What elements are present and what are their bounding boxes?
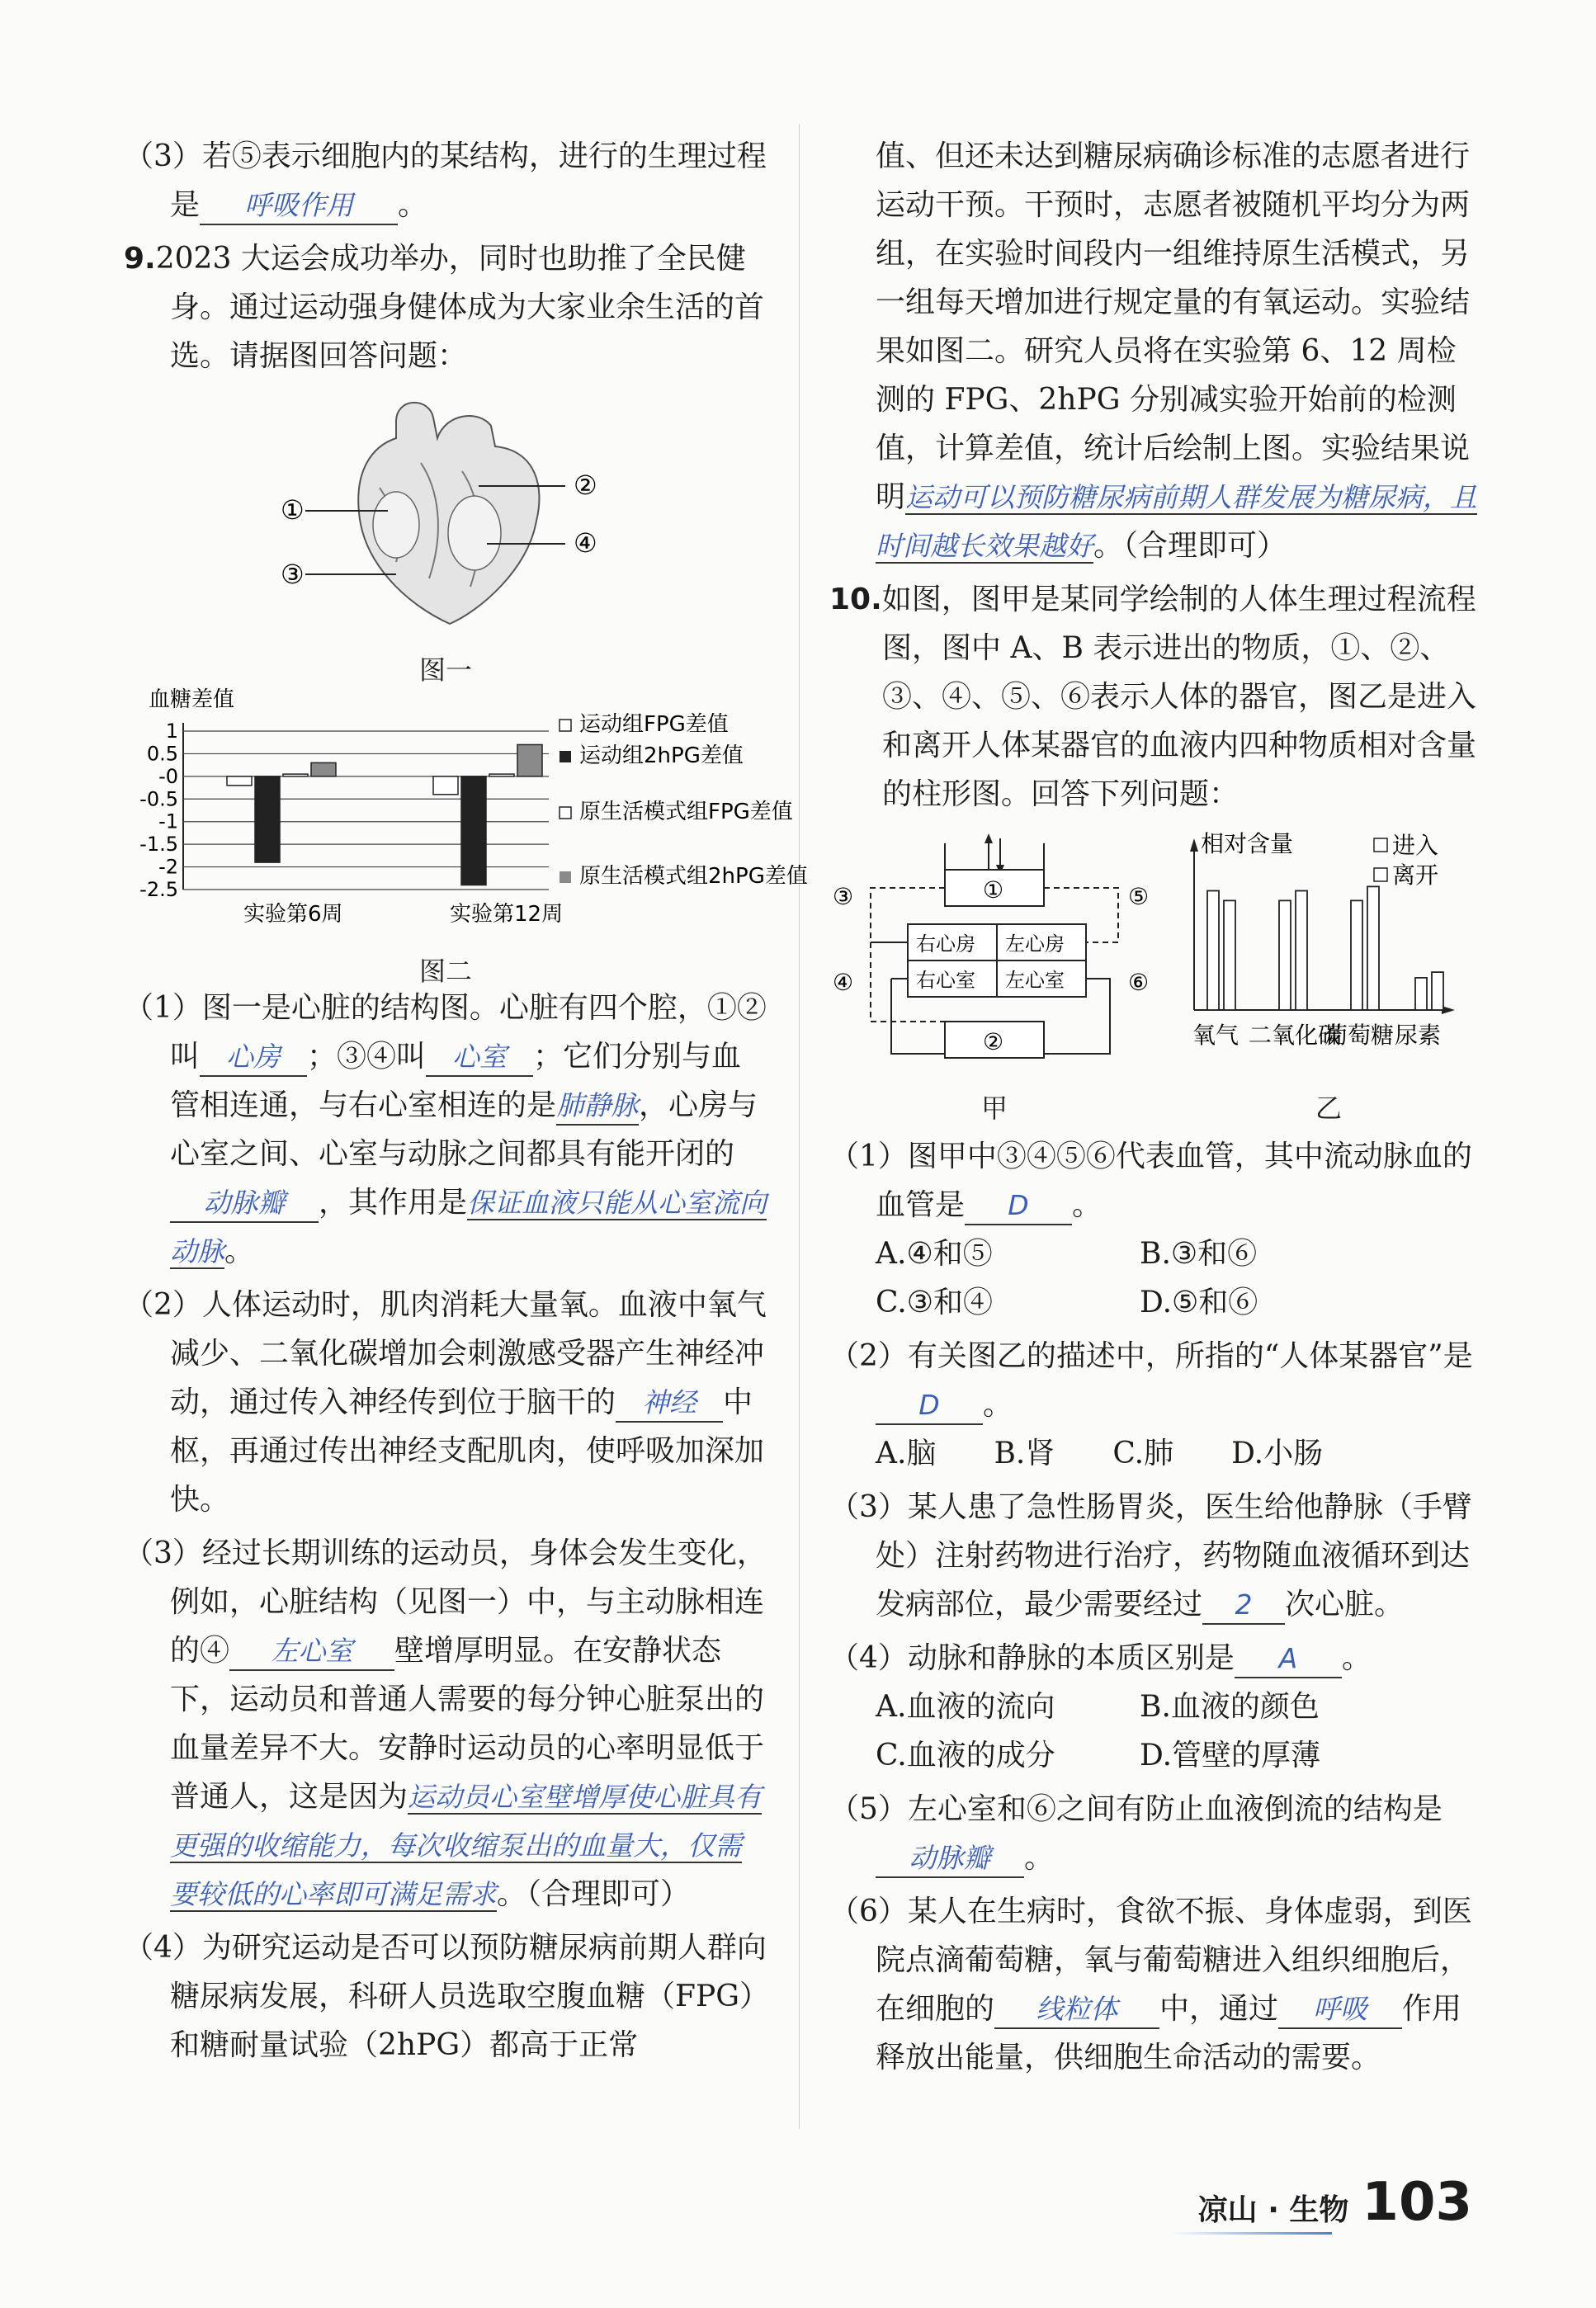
chart2-ytick: -0 [158, 764, 178, 788]
q10-1-options [829, 1230, 1481, 1327]
q10-part6: （6）某人在生病时，食欲不振、身体虚弱，到医院点滴葡萄糖，氧与葡萄糖进入组织细胞后，在细胞的 线粒体 中，通过 呼吸 作用释放出能量，供细胞生命活动的需要。 [829, 1895, 1472, 2074]
right-column [829, 132, 1481, 2082]
option: A.脑 [876, 1437, 937, 1470]
chart2-ytick: -1 [158, 809, 178, 833]
chartB-cat-1: 二氧化碳 [1249, 1022, 1342, 1049]
page-footer [1197, 2172, 1472, 2235]
answer-q9-2: 神经 [616, 1385, 723, 1423]
q10-part5: （5）左心室和⑥之间有防止血液倒流的结构是动脉瓣 。 [829, 1785, 1481, 1882]
q9-part4: （4）为研究运动是否可以预防糖尿病前期人群向糖尿病发展，科研人员选取空腹血糖（FPG）和糖耐量试验（2hPG）都高于正常 [124, 1931, 767, 2062]
option: D.小肠 [1231, 1437, 1324, 1470]
chartB-bar-1-0 [1224, 900, 1235, 1010]
chartB-bar-1-2 [1367, 886, 1379, 1010]
chartB-bar-0-1 [1279, 900, 1291, 1010]
chart2-ytick: -0.5 [139, 787, 178, 811]
chart2-ytick: 0.5 [146, 742, 178, 766]
legend-3: 原生活模式组2hPG差值 [579, 864, 808, 889]
figure-jia [829, 827, 1159, 1127]
chart2-bar-3-0 [311, 762, 336, 776]
answer-q10-5: 动脉瓣 [876, 1840, 1024, 1878]
option: B.血液的颜色 [1140, 1690, 1320, 1724]
q10-part3: （3）某人患了急性肠胃炎，医生给他静脉（手臂处）注射药物进行治疗，药物随血液循环到达发病部位，最少需要经过 2 次心脏。 [829, 1483, 1481, 1629]
answer-q9-1d: 动脉瓣 [170, 1185, 319, 1223]
chart2-bar-0-0 [227, 776, 252, 786]
option: C.血液的成分 [876, 1739, 1055, 1772]
chartB-bar-0-3 [1415, 978, 1427, 1010]
option: A.血液的流向 [876, 1690, 1055, 1724]
figure-heart [272, 389, 619, 686]
organ-2-label: ② [983, 1028, 1004, 1055]
fig1-label-3: ③ [281, 559, 305, 590]
left-column [124, 132, 808, 2070]
figure-yi [1176, 827, 1481, 1127]
chartB-cat-0: 氧气 [1192, 1022, 1239, 1049]
answer-q9-1c: 肺静脉 [556, 1088, 639, 1126]
answer-q10-2: D [876, 1387, 983, 1425]
legend-swatch-2 [560, 807, 571, 819]
q10-part2: （2）有关图乙的描述中，所指的“人体某器官”是D 。 [829, 1332, 1481, 1429]
option: A.④和⑤ [876, 1237, 993, 1271]
heart-rv: 右心室 [916, 969, 975, 992]
heart-la: 左心房 [1005, 932, 1065, 956]
vessel-4-label: ④ [833, 969, 854, 996]
legend-1: 运动组2hPG差值 [579, 743, 744, 768]
option: D.⑤和⑥ [1140, 1286, 1258, 1319]
q10-part4: （4）动脉和静脉的本质区别是 A 。 [829, 1634, 1481, 1683]
column-divider [799, 124, 800, 2129]
option: C.肺 [1112, 1437, 1174, 1470]
legend-swatch-1 [560, 751, 571, 762]
fig1-label-2: ② [574, 470, 597, 501]
q9-part2: （2）人体运动时，肌肉消耗大量氧。血液中氧气减少、二氧化碳增加会刺激感受器产生神经冲动，通过传入神经传到位于脑干的 神经 中枢，再通过传出神经支配肌肉，使呼吸加深加快。 [124, 1288, 767, 1517]
vessel-6-label: ⑥ [1128, 969, 1150, 996]
fig1-label-4: ④ [574, 527, 597, 559]
chart2-ytick: 1 [165, 720, 178, 743]
option: B.③和⑥ [1140, 1237, 1258, 1271]
q10-figures [829, 827, 1481, 1127]
q10-stem: 10.如图，图甲是某同学绘制的人体生理过程流程图，图中 A、B 表示进出的物质，①、②、③、④、⑤、⑥表示人体的器官，图乙是进入和离开人体某器官的血液内四种物质相对含量的柱形图。回答下列问题： [829, 583, 1477, 811]
legend-in: 进入 [1392, 832, 1439, 859]
q9-part3: （3）经过长期训练的运动员，身体会发生变化，例如，心脏结构（见图一）中，与主动脉相连的④ 左心室 壁增厚明显。在安静状态下，运动员和普通人需要的每分钟心脏泵出的血量差异不大。安静时运动员的心率明显低于普通人，这是因为运动员心室壁增厚使心脏具有更强的收缩能力，每次收缩泵出的血量大，仅需要较低的心率即可满足需求。（合理即可） [124, 1536, 767, 1911]
chart2-ylabel: 血糖差值 [149, 687, 235, 712]
answer-q9-1e: 保证血液只能从心室流向动脉 [170, 1187, 767, 1267]
chart2-ytick: -2.5 [139, 878, 178, 901]
fig-jia-caption: 甲 [980, 1093, 1008, 1124]
legend-swatch-3 [560, 871, 571, 883]
answer-q10-3: 2 [1202, 1587, 1285, 1625]
chart2-cat-0: 实验第6周 [243, 902, 343, 927]
flow-diagram [829, 827, 1159, 1074]
chartB-cat-2: 葡萄糖 [1324, 1022, 1395, 1049]
legend-2: 原生活模式组FPG差值 [579, 800, 793, 824]
legend-out: 离开 [1392, 861, 1439, 889]
chartB-cat-3: 尿素 [1395, 1022, 1442, 1049]
option: D.管壁的厚薄 [1140, 1739, 1321, 1772]
fig1-label-1: ① [281, 494, 305, 526]
q10-part1: （1）图甲中③④⑤⑥代表血管，其中流动脉血的血管是 D 。 [829, 1132, 1481, 1230]
legend-0: 运动组FPG差值 [579, 712, 729, 737]
chartB-bar-1-3 [1432, 972, 1443, 1010]
answer-q9-3b: 运动员心室壁增厚使心脏具有更强的收缩能力，每次收缩泵出的血量大，仅需要较低的心率即可满足需求 [170, 1781, 763, 1910]
option: B.肾 [994, 1437, 1055, 1470]
q9-stem: 9.2023 大运会成功举办，同时也助推了全民健身。通过运动强身健体成为大家业余生活的首选。请据图回答问题： [124, 242, 765, 373]
chartB-bar-0-0 [1207, 891, 1219, 1011]
chartB-bar-1-1 [1296, 891, 1307, 1011]
legend-swatch-0 [560, 720, 571, 731]
page-number: 103 [1362, 2172, 1472, 2233]
answer-q9-1b: 心室 [426, 1039, 533, 1077]
heart-diagram [272, 389, 619, 636]
heart-lv: 左心室 [1005, 969, 1065, 992]
heart-ra: 右心房 [916, 932, 975, 956]
fig2-caption: 图二 [418, 956, 472, 987]
answer-q9-1a: 心房 [200, 1039, 307, 1077]
chart2-bar-2-0 [283, 774, 308, 776]
answer-q10-1: D [965, 1187, 1072, 1225]
bloodsugar-chart [124, 682, 808, 937]
vessel-5-label: ⑤ [1128, 883, 1150, 910]
chart2-ytick: -1.5 [139, 833, 178, 857]
chart2-cat-1: 实验第12周 [450, 902, 564, 927]
answer-q10-6a: 线粒体 [994, 1991, 1159, 2029]
vessel-3-label: ③ [833, 883, 854, 910]
chart2-bar-2-1 [489, 774, 514, 776]
chart2-bar-1-1 [461, 776, 486, 885]
chart2-bar-0-1 [433, 776, 458, 795]
chartB-bar-0-2 [1351, 900, 1362, 1010]
answer-q9-3a: 左心室 [229, 1633, 394, 1671]
book-title: 凉山 · 生物 [1197, 2193, 1349, 2227]
answer-q10-6b: 呼吸 [1278, 1991, 1402, 2029]
fig-yi-caption: 乙 [1315, 1093, 1342, 1124]
chart2-bar-1-0 [255, 776, 280, 862]
q10-4-options [829, 1683, 1481, 1780]
fig1-caption: 图一 [418, 654, 472, 686]
chart2-ytick: -2 [158, 855, 178, 879]
figure-bloodsugar-chart [124, 682, 808, 987]
option: C.③和④ [876, 1286, 993, 1319]
substance-chart [1176, 827, 1481, 1074]
footer-rule [1167, 2232, 1332, 2235]
q8-part3: （3）若⑤表示细胞内的某结构，进行的生理过程是 呼吸作用 。 [124, 132, 767, 229]
q10-2-options [829, 1429, 1481, 1478]
q9-part4-continued: 值、但还未达到糖尿病确诊标准的志愿者进行运动干预。干预时，志愿者被随机平均分为两组，在实验时间段内一组维持原生活模式，另一组每天增加进行规定量的有氧运动。实验结果如图二。研究人员将在实验第 6、12 周检测的 FPG、2hPG 分别减实验开始前的检测值，计算差值，统计后绘制上图。实验结果说明运动可以预防糖尿病前期人群发展为糖尿病，且时间越长效果越好。（合理即可） [876, 139, 1478, 563]
chart2-bar-3-1 [517, 744, 542, 776]
answer-q9-4: 运动可以预防糖尿病前期人群发展为糖尿病，且时间越长效果越好 [876, 481, 1478, 562]
organ-1-label: ① [983, 876, 1004, 904]
q9-part1: （1）图一是心脏的结构图。心脏有四个腔，①②叫 心房 ；③④叫 心室 ；它们分别与血管相连通，与右心室相连的是肺静脉，心房与心室之间、心室与动脉之间都具有能开闭的动脉瓣 ，其作用是保证血液只能从心室流向动脉。 [124, 991, 767, 1268]
answer-q10-4: A [1235, 1640, 1342, 1678]
answer-q8-3: 呼吸作用 [200, 187, 398, 225]
chartB-ylabel: 相对含量 [1201, 830, 1294, 857]
